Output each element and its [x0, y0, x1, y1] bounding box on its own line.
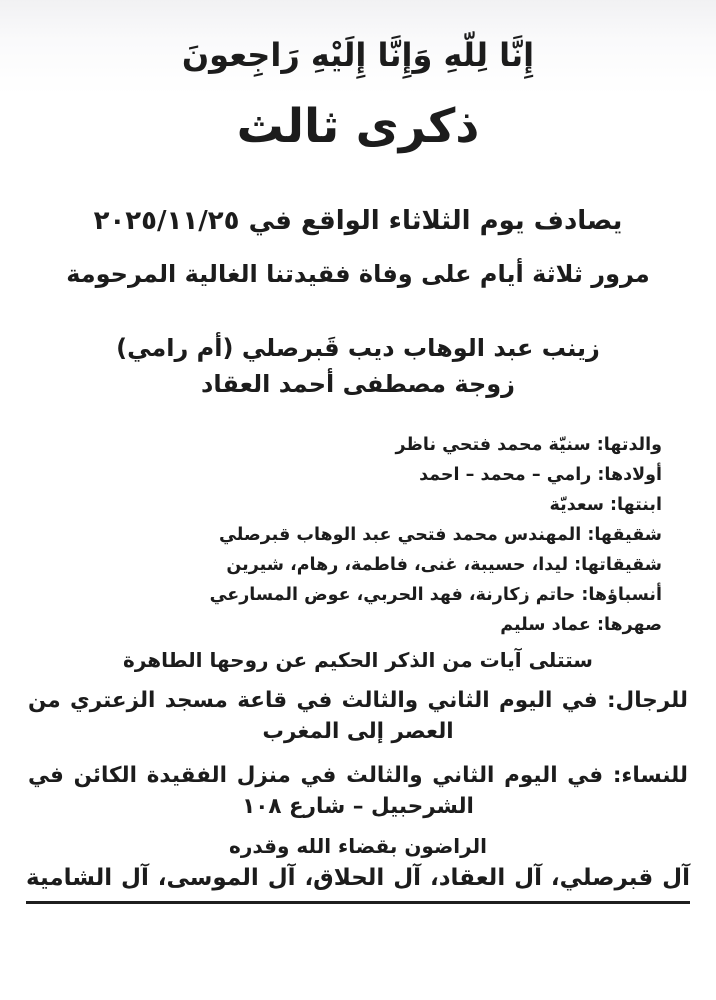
- family-detail-line-daughter: ابنتها: سعديّة: [549, 495, 662, 516]
- family-names-line: آل قبرصلي، آل العقاد، آل الحلاق، آل الموسى، آل الشامية: [26, 862, 690, 904]
- women-schedule-line: للنساء: في اليوم الثاني والثالث في منزل الفقيدة الكائن في: [28, 763, 688, 789]
- recitation-line: ستتلى آيات من الذكر الحكيم عن روحها الطاهرة: [123, 648, 593, 673]
- memorial-title: ذكرى ثالث: [236, 99, 480, 155]
- deceased-name-block: [0, 330, 716, 402]
- family-details-list: [0, 430, 716, 640]
- family-detail-line-son-in-law: صهرها: عماد سليم: [500, 615, 662, 636]
- spouse-line: زوجة مصطفى أحمد العقاد: [201, 370, 515, 399]
- date-line: يصادف يوم الثلاثاء الواقع في ٢٠٢٥/١١/٢٥: [93, 206, 623, 237]
- men-schedule-line: للرجال: في اليوم الثاني والثالث في قاعة مسجد الزعتري من: [28, 688, 688, 714]
- family-detail-line-mother: والدتها: سنيّة محمد فتحي ناظر: [395, 435, 662, 456]
- women-schedule-continuation: الشرحبيل – شارع ١٠٨: [242, 794, 474, 820]
- family-detail-line-inlaws: أنسباؤها: حاتم زكارنة، فهد الحربي، عوض المسارعي: [209, 585, 662, 606]
- women-schedule-block: [0, 760, 716, 822]
- family-detail-line-brother: شقيقها: المهندس محمد فتحي عبد الوهاب قبرصلي: [219, 525, 662, 546]
- men-schedule-block: [0, 685, 716, 747]
- family-detail-line-sisters: شقيقاتها: ليدا، حسيبة، غنى، فاطمة، رهام، شيرين: [226, 555, 662, 576]
- family-detail-line-sons: أولادها: رامي – محمد – احمد: [419, 465, 662, 486]
- men-schedule-continuation: العصر إلى المغرب: [262, 719, 454, 745]
- occasion-line: مرور ثلاثة أيام على وفاة فقيدتنا الغالية المرحومة: [66, 260, 650, 289]
- deceased-name: زينب عبد الوهاب ديب قَبرصلي (أم رامي): [116, 334, 600, 363]
- basmala-verse: إِنَّا لِلّهِ وَإِنَّا إِلَيْهِ رَاجِعونَ: [181, 36, 535, 74]
- closing-line: الراضون بقضاء الله وقدره: [229, 834, 487, 859]
